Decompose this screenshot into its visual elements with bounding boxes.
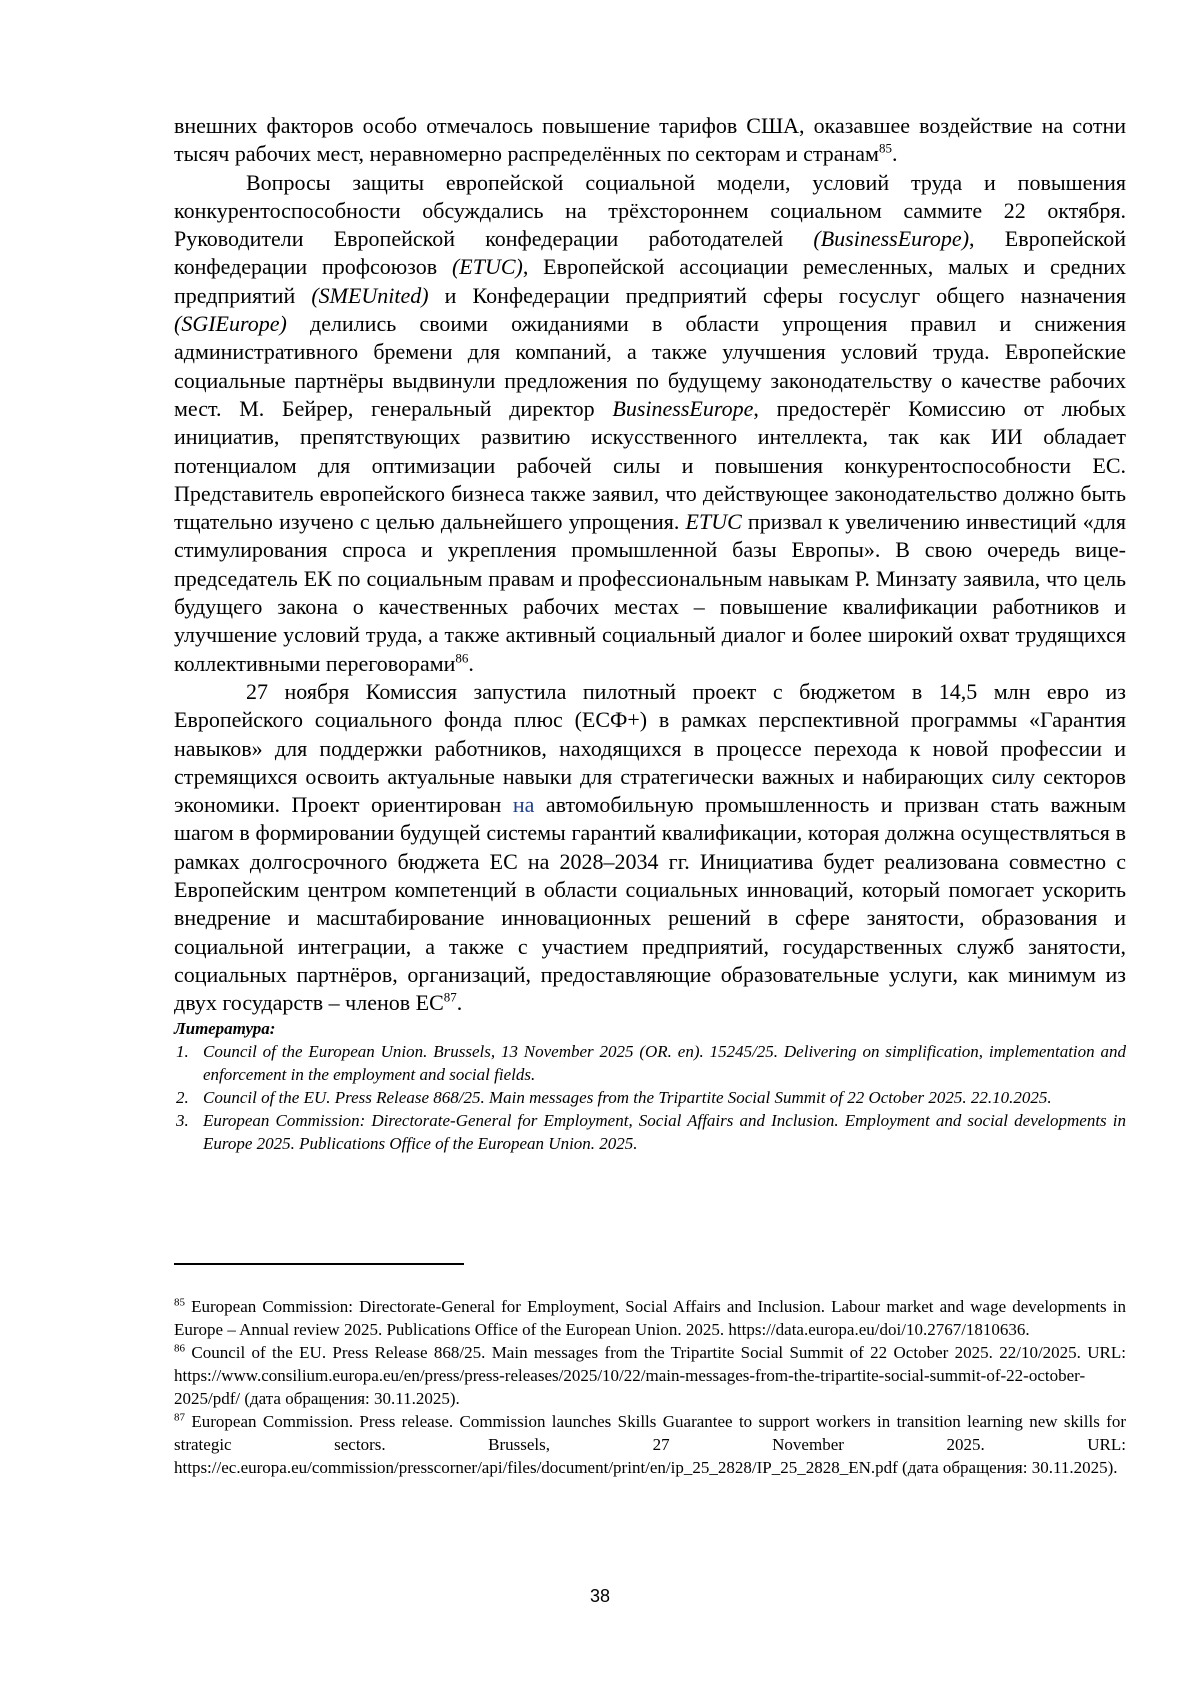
paragraph-3: 27 ноября Комиссия запустила пилотный проект с бюджетом в 14,5 млн евро из Европейского социального фонда плюс (ЕСФ+) в рамках перспективной программы «Гарантия навыков» для поддержки работников, находящихся в процессе перехода к новой профессии и стремящихся освоить актуальные навыки для стратегически важных и набирающих силу секторов экономики. Проект ориентирован на автомобильную промышленность и призван стать важным шагом в формировании будущей системы гарантий квалификации, которая должна осуществляться в рамках долгосрочного бюджета ЕС на 2028–2034 гг. Инициатива будет реализована совместно с Европейским центром компетенций в области социальных инноваций, который помогает ускорить внедрение и масштабирование инновационных решений в сфере занятости, образования и социальной интеграции, а также с участием предприятий, государственных служб занятости, социальных партнёров, организаций, предоставляющие образовательные услуги, как минимум из двух государств – членов ЕС$^{87}$. — [174, 678, 1127, 1016]
page-number: 38 — [589, 1586, 611, 1606]
literature-heading: Литература: — [174, 1018, 276, 1038]
literature-list — [174, 1040, 1126, 1155]
footnote-86: $^{86}$ Council of the EU. Press Release 868/25. Main messages from the Tripartite Social Summit of 22 October 2025. 22/10/2025. URL: https://www.consilium.europa.eu/en/press/press-releases/2025/10/22/main-messages-from-the-tripartite-social-summit-of-22-october-2025/pdf/ (дата обращения: 30.11.2025). — [174, 1342, 1126, 1408]
footnote-ref-87[interactable]: 87 — [443, 989, 457, 1005]
footnote-ref-86[interactable]: 86 — [455, 650, 469, 666]
body-text — [174, 112, 1126, 1018]
literature-item: 2. Council of the EU. Press Release 868/25. Main messages from the Tripartite Social Summit of 22 October 2025. 22.10.2025. — [176, 1087, 1052, 1107]
paragraph-1: внешних факторов особо отмечалось повышение тарифов США, оказавшее воздействие на сотни тысяч рабочих мест, неравномерно распределённых по секторам и странам$^{85}$. — [174, 113, 1126, 167]
footnote-ref-85[interactable]: 85 — [878, 140, 892, 156]
footnote-separator — [174, 1263, 464, 1265]
footnote-87: $^{87}$ European Commission. Press release. Commission launches Skills Guarantee to support workers in transition learning new skills for strategic sectors. Brussels, 27 November 2025. URL: https://ec.europa.eu/commission/presscorner/api/files/document/print/en/ip_25_2828/IP_25_2828_EN.pdf (дата обращения: 30.11.2025). — [174, 1411, 1126, 1477]
footnotes — [174, 1295, 1126, 1479]
literature-item: 1. Council of the European Union. Brussels, 13 November 2025 (OR. en). 15245/25. Delivering on simplification, implementation and enforcement in the employment and social fields. — [176, 1041, 1126, 1084]
page-content — [174, 112, 1126, 1155]
paragraph-2: Вопросы защиты европейской социальной модели, условий труда и повышения конкурентоспособности обсуждались на трёхстороннем социальном саммите 22 октября. Руководители Европейской конфедерации работодателей (BusinessEurope), Европейской конфедерации профсоюзов (ETUC), Европейской ассоциации ремесленных, малых и средних предприятий (SMEUnited) и Конфедерации предприятий сферы госуслуг общего назначения (SGIEurope) делились своими ожиданиями в области упрощения правил и снижения административного бремени для компаний, а также улучшения условий труда. Европейские социальные партнёры выдвинули предложения по будущему законодательству о качестве рабочих мест. М. Бейрер, генеральный директор BusinessEurope, предостерёг Комиссию от любых инициатив, препятствующих развитию искусственного интеллекта, так как ИИ обладает потенциалом для оптимизации рабочей силы и повышения конкурентоспособности ЕС. Представитель европейского бизнеса также заявил, что действующее законодательство должно быть тщательно изучено с целью дальнейшего упрощения. ETUC призвал к увеличению инвестиций «для стимулирования спроса и укрепления промышленной базы Европы». В свою очередь вице-председатель ЕК по социальным правам и профессиональным навыкам Р. Минзату заявила, что цель будущего закона о качественных рабочих местах – повышение квалификации работников и улучшение условий труда, а также активный социальный диалог и более широкий охват трудящихся коллективными переговорами$^{86}$. — [174, 169, 1127, 676]
literature-item: 3. European Commission: Directorate-General for Employment, Social Affairs and Inclusion. Employment and social developments in Europe 2025. Publications Office of the European Union. 2025. — [176, 1110, 1126, 1153]
footnote-85: $^{85}$ European Commission: Directorate-General for Employment, Social Affairs and Inclusion. Labour market and wage developments in Europe – Annual review 2025. Publications Office of the European Union. 2025. https://data.europa.eu/doi/10.2767/1810636. — [174, 1296, 1126, 1339]
